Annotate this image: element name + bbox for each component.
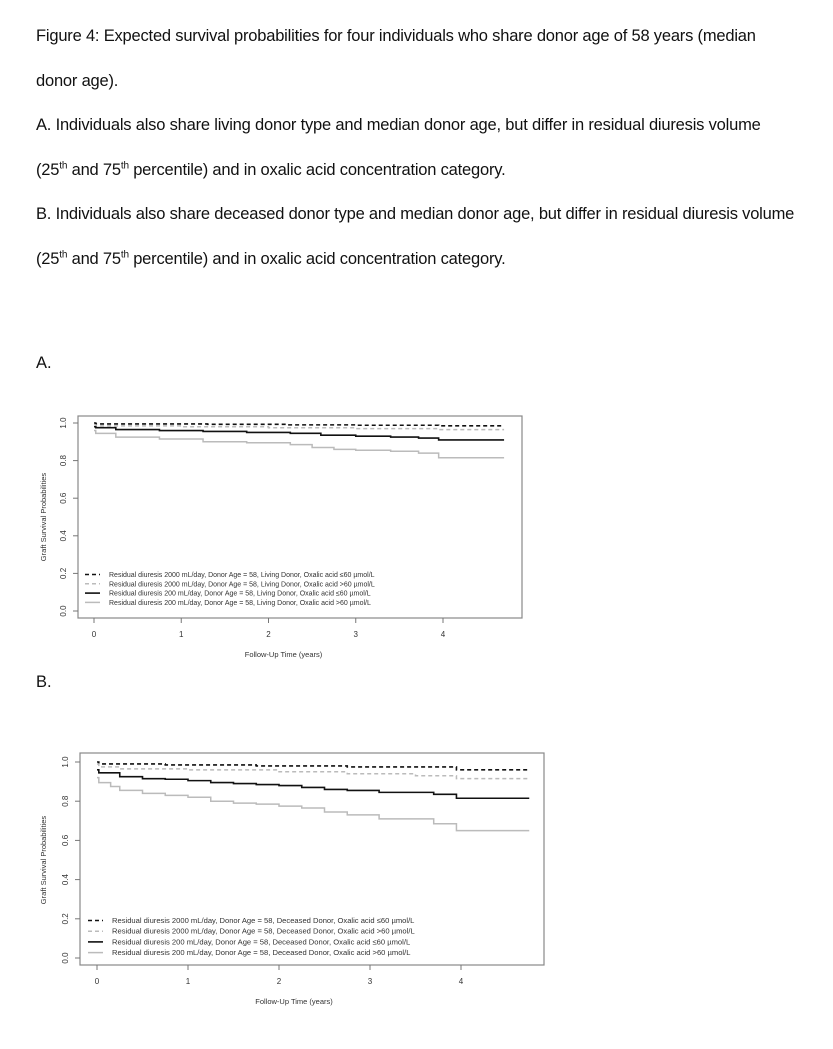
caption-b-sup-1: th xyxy=(59,249,68,260)
x-axis-label: Follow-Up Time (years) xyxy=(255,997,333,1006)
y-tick-label: 0.8 xyxy=(59,455,68,467)
y-tick-label: 0.6 xyxy=(61,834,70,846)
y-tick-label: 0.2 xyxy=(59,567,68,579)
x-tick-label: 1 xyxy=(179,630,184,639)
x-tick-label: 2 xyxy=(276,977,282,986)
caption-title: Figure 4: Expected survival probabilities for four individuals who share donor age of 58 years (median donor age). xyxy=(36,27,756,90)
y-tick-label: 0.0 xyxy=(59,605,68,617)
survival-curve-1 xyxy=(97,762,529,770)
x-axis-label: Follow-Up Time (years) xyxy=(244,650,323,659)
survival-curve-4 xyxy=(97,778,529,831)
y-tick-label: 1.0 xyxy=(61,756,70,768)
legend-entry: Residual diuresis 2000 mL/day, Donor Age = 58, Deceased Donor, Oxalic acid >60 µmol/L xyxy=(112,926,415,936)
y-axis-label: Graft Survival Probabilities xyxy=(39,472,48,562)
caption-b-sup-2: th xyxy=(120,249,129,260)
y-tick-label: 1.0 xyxy=(59,417,68,429)
legend-entry: Residual diuresis 2000 mL/day, Donor Age = 58, Deceased Donor, Oxalic acid ≤60 µmol/L xyxy=(112,916,415,925)
y-tick-label: 0.2 xyxy=(61,913,70,925)
y-tick-label: 0.4 xyxy=(59,530,68,542)
legend-entry: Residual diuresis 2000 mL/day, Donor Age = 58, Living Donor, Oxalic acid ≤60 µmol/L xyxy=(109,572,375,579)
y-axis-label: Graft Survival Probabilities xyxy=(39,815,48,905)
legend-entry: Residual diuresis 200 mL/day, Donor Age = 58, Deceased Donor, Oxalic acid ≤60 µmol/L xyxy=(112,937,411,947)
x-tick-label: 1 xyxy=(185,977,191,986)
y-tick-label: 0.4 xyxy=(61,874,70,886)
x-tick-label: 0 xyxy=(91,630,97,639)
caption-a-text-3: percentile) and in oxalic acid concentration category. xyxy=(128,160,506,179)
x-tick-label: 3 xyxy=(353,630,358,639)
y-tick-label: 0.8 xyxy=(61,795,70,807)
caption-b-text-2: and 75 xyxy=(67,249,121,268)
legend-entry: Residual diuresis 200 mL/day, Donor Age = 58, Living Donor, Oxalic acid ≤60 µmol/L xyxy=(109,590,371,598)
caption-a-sup-1: th xyxy=(59,160,68,171)
x-tick-label: 4 xyxy=(440,630,446,639)
legend-entry: Residual diuresis 200 mL/day, Donor Age = 58, Living Donor, Oxalic acid >60 µmol/L xyxy=(109,599,371,607)
legend-entry: Residual diuresis 200 mL/day, Donor Age = 58, Deceased Donor, Oxalic acid >60 µmol/L xyxy=(112,948,411,958)
x-tick-label: 4 xyxy=(458,977,464,986)
caption-a-sup-2: th xyxy=(120,160,129,171)
caption-b-text-3: percentile) and in oxalic acid concentration category. xyxy=(128,249,506,268)
y-tick-label: 0.6 xyxy=(59,492,68,504)
panel-label-b: B. xyxy=(36,673,52,691)
caption-a-text-2: and 75 xyxy=(67,160,121,179)
x-tick-label: 0 xyxy=(94,977,100,986)
caption-a-text-1: A. Individuals also share living donor type and median donor age, but differ in residual diuresis volume (25 xyxy=(36,116,761,179)
panel-label-a: A. xyxy=(36,354,52,372)
x-tick-label: 2 xyxy=(266,630,271,639)
y-tick-label: 0.0 xyxy=(61,952,70,964)
legend-entry: Residual diuresis 2000 mL/day, Donor Age = 58, Living Donor, Oxalic acid >60 µmol/L xyxy=(109,581,375,589)
x-tick-label: 3 xyxy=(367,977,373,986)
caption-b-text-1: B. Individuals also share deceased donor type and median donor age, but differ in residual diuresis volume (25 xyxy=(36,205,795,268)
